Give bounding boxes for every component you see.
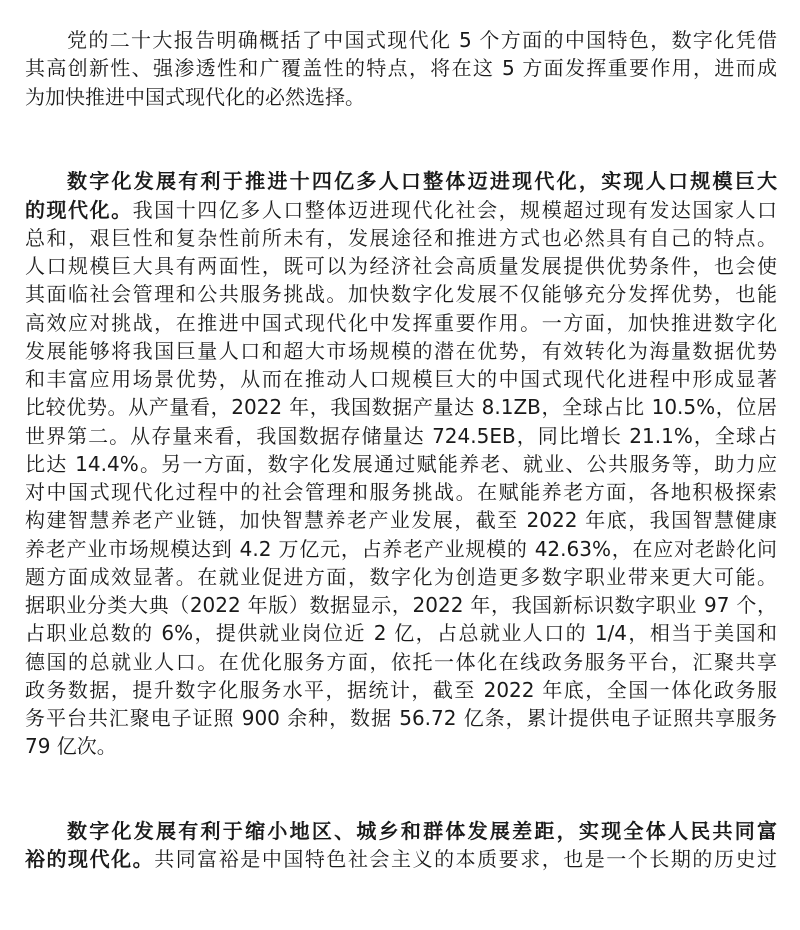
text-line bbox=[25, 26, 777, 54]
body-text: 其高创新性、强渗透性和广覆盖性的特点，将在这 5 方面发挥重要作用，进而成 bbox=[25, 56, 777, 81]
bold-heading-text: 数字化发展有利于推进十四亿多人口整体迈进现代化，实现人口规模巨大 bbox=[67, 169, 777, 194]
body-text: 世界第二。从存量来看，我国数据存储量达 724.5EB，同比增长 21.1%，全球占 bbox=[25, 423, 777, 448]
text-line bbox=[25, 535, 777, 563]
body-text: 党的二十大报告明确概括了中国式现代化 5 个方面的中国特色，数字化凭借 bbox=[67, 28, 777, 52]
body-text: 养老产业市场规模达到 4.2 万亿元，占养老产业规模的 42.63%，在应对老龄化问 bbox=[25, 536, 777, 561]
text-line bbox=[25, 619, 777, 647]
body-text: 德国的总就业人口。在优化服务方面，依托一体化在线政务服务平台，汇聚共享 bbox=[25, 649, 777, 674]
body-text: 79 亿次。 bbox=[25, 734, 117, 759]
bold-heading-text: 的现代化。 bbox=[25, 197, 133, 222]
paragraph bbox=[25, 817, 777, 874]
body-text: 总和，艰巨性和复杂性前所未有，发展途径和推进方式也必然具有自己的特点。 bbox=[25, 225, 777, 250]
text-line bbox=[25, 591, 777, 619]
text-line bbox=[25, 365, 777, 393]
text-line bbox=[25, 54, 777, 82]
text-line bbox=[25, 167, 777, 195]
text-line bbox=[25, 506, 777, 534]
text-line bbox=[25, 393, 777, 421]
text-line bbox=[25, 422, 777, 450]
body-text: 我国十四亿多人口整体迈进现代化社会，规模超过现有发达国家人口 bbox=[132, 197, 778, 222]
text-line bbox=[25, 83, 777, 111]
paragraph bbox=[25, 167, 777, 760]
body-text: 据职业分类大典（2022 年版）数据显示，2022 年，我国新标识数字职业 97 个， bbox=[25, 593, 777, 617]
bold-heading-text: 数字化发展有利于缩小地区、城乡和群体发展差距，实现全体人民共同富 bbox=[67, 819, 777, 843]
text-line bbox=[25, 280, 777, 308]
body-text: 比达 14.4%。另一方面，数字化发展通过赋能养老、就业、公共服务等，助力应 bbox=[25, 451, 777, 476]
body-text: 占职业总数的 6%，提供就业岗位近 2 亿，占总就业人口的 1/4，相当于美国和 bbox=[25, 621, 777, 646]
text-line bbox=[25, 252, 777, 280]
body-text: 共同富裕是中国特色社会主义的本质要求，也是一个长期的历史过 bbox=[154, 847, 778, 872]
body-text: 发展能够将我国巨量人口和超大市场规模的潜在优势，有效转化为海量数据优势 bbox=[25, 338, 777, 363]
text-line bbox=[25, 196, 777, 224]
body-text: 和丰富应用场景优势，从而在推动人口规模巨大的中国式现代化进程中形成显著 bbox=[25, 367, 777, 391]
text-line bbox=[25, 648, 777, 676]
body-text: 政务数据，提升数字化服务水平，据统计，截至 2022 年底，全国一体化政务服 bbox=[25, 677, 777, 702]
text-line bbox=[25, 563, 777, 591]
text-line bbox=[25, 817, 777, 845]
body-text: 务平台共汇聚电子证照 900 余种，数据 56.72 亿条，累计提供电子证照共享服务 bbox=[25, 706, 777, 730]
text-line bbox=[25, 676, 777, 704]
text-line bbox=[25, 337, 777, 365]
body-text: 其面临社会管理和公共服务挑战。加快数字化发展不仅能够充分发挥优势，也能 bbox=[25, 282, 777, 307]
body-text: 高效应对挑战，在推进中国式现代化中发挥重要作用。一方面，加快推进数字化 bbox=[25, 310, 777, 335]
text-line bbox=[25, 309, 777, 337]
body-text: 对中国式现代化过程中的社会管理和服务挑战。在赋能养老方面，各地积极探索 bbox=[25, 480, 777, 504]
body-text: 比较优势。从产量看，2022 年，我国数据产量达 8.1ZB，全球占比 10.5%，位居 bbox=[25, 395, 777, 420]
body-text: 构建智慧养老产业链，加快智慧养老产业发展，截至 2022 年底，我国智慧健康 bbox=[25, 508, 777, 533]
paragraph bbox=[25, 26, 777, 111]
body-text: 人口规模巨大具有两面性，既可以为经济社会高质量发展提供优势条件，也会使 bbox=[25, 254, 777, 278]
body-text: 题方面成效显著。在就业促进方面，数字化为创造更多数字职业带来更大可能。 bbox=[25, 564, 777, 589]
text-line bbox=[25, 450, 777, 478]
bold-heading-text: 裕的现代化。 bbox=[25, 847, 155, 872]
document-body bbox=[25, 26, 777, 930]
text-line bbox=[25, 704, 777, 732]
text-line bbox=[25, 478, 777, 506]
text-line bbox=[25, 845, 777, 873]
body-text: 为加快推进中国式现代化的必然选择。 bbox=[25, 84, 365, 109]
text-line bbox=[25, 732, 777, 760]
text-line bbox=[25, 224, 777, 252]
